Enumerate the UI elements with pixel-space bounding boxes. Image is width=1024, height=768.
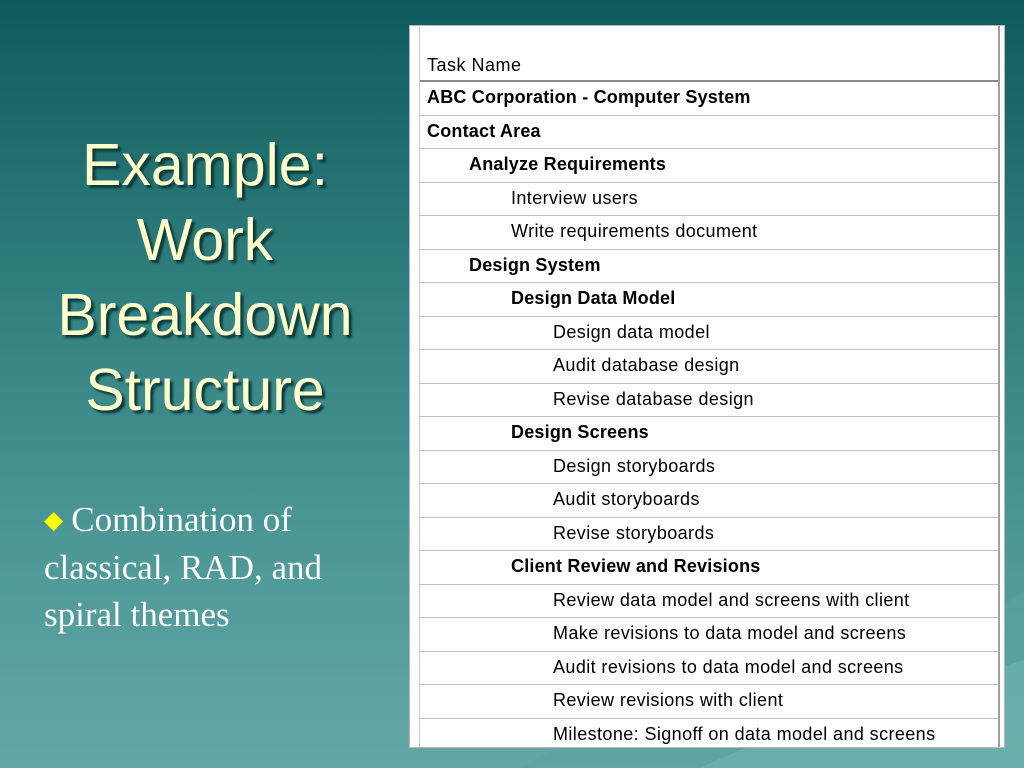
diamond-bullet-icon: ◆ — [44, 507, 64, 534]
table-row — [420, 719, 998, 749]
table-row — [420, 685, 998, 719]
task-name-cell: Client Review and Revisions — [511, 556, 761, 576]
table-row — [420, 283, 998, 317]
task-name-cell: Review data model and screens with client — [553, 589, 910, 610]
table-row — [420, 417, 998, 451]
table-row — [420, 618, 998, 652]
table-row — [420, 183, 998, 217]
task-name-cell: Milestone: Signoff on data model and screens — [553, 723, 936, 744]
table-right-gridline — [998, 26, 1000, 747]
task-name-cell: Review revisions with client — [553, 690, 784, 710]
table-row — [420, 216, 998, 250]
task-name-cell: Contact Area — [427, 120, 541, 141]
task-name-cell: Design Data Model — [511, 288, 676, 308]
title-line: Work — [136, 207, 274, 273]
task-name-cell: Interview users — [511, 187, 639, 208]
column-header-task-name: Task Name — [427, 55, 522, 75]
task-name-cell: Design Screens — [511, 422, 649, 442]
task-name-cell: Revise storyboards — [553, 522, 715, 543]
title-line: Example: — [82, 132, 328, 198]
table-row — [420, 652, 998, 686]
bullet-text: Combination of classical, RAD, and spiral themes — [44, 500, 322, 634]
table-row — [420, 149, 998, 183]
title-line: Breakdown — [57, 282, 353, 348]
table-row — [420, 317, 998, 351]
table-row — [420, 384, 998, 418]
task-name-cell: Write requirements document — [511, 221, 758, 241]
task-name-cell: Audit revisions to data model and screens — [553, 656, 904, 677]
table-row — [420, 116, 998, 150]
task-name-cell: Design System — [469, 254, 601, 275]
task-name-cell: Make revisions to data model and screens — [553, 623, 907, 643]
table-header — [420, 26, 998, 82]
table-row — [420, 82, 998, 116]
table-row — [420, 250, 998, 284]
task-name-cell: Design storyboards — [553, 455, 716, 476]
task-name-cell: Design data model — [553, 321, 710, 342]
task-name-cell: Analyze Requirements — [469, 154, 667, 174]
task-name-cell: Revise database design — [553, 388, 754, 409]
slide-title — [20, 128, 390, 428]
table-row — [420, 518, 998, 552]
table-body — [420, 82, 998, 748]
table-row — [420, 585, 998, 619]
table-row — [420, 451, 998, 485]
table-row — [420, 551, 998, 585]
table-row — [420, 484, 998, 518]
task-name-cell: ABC Corporation - Computer System — [427, 87, 751, 107]
wbs-table — [409, 25, 1005, 748]
title-line: Structure — [85, 357, 325, 423]
task-name-cell: Audit storyboards — [553, 489, 700, 509]
bullet-point — [44, 496, 394, 638]
table-row — [420, 350, 998, 384]
task-name-cell: Audit database design — [553, 355, 740, 375]
